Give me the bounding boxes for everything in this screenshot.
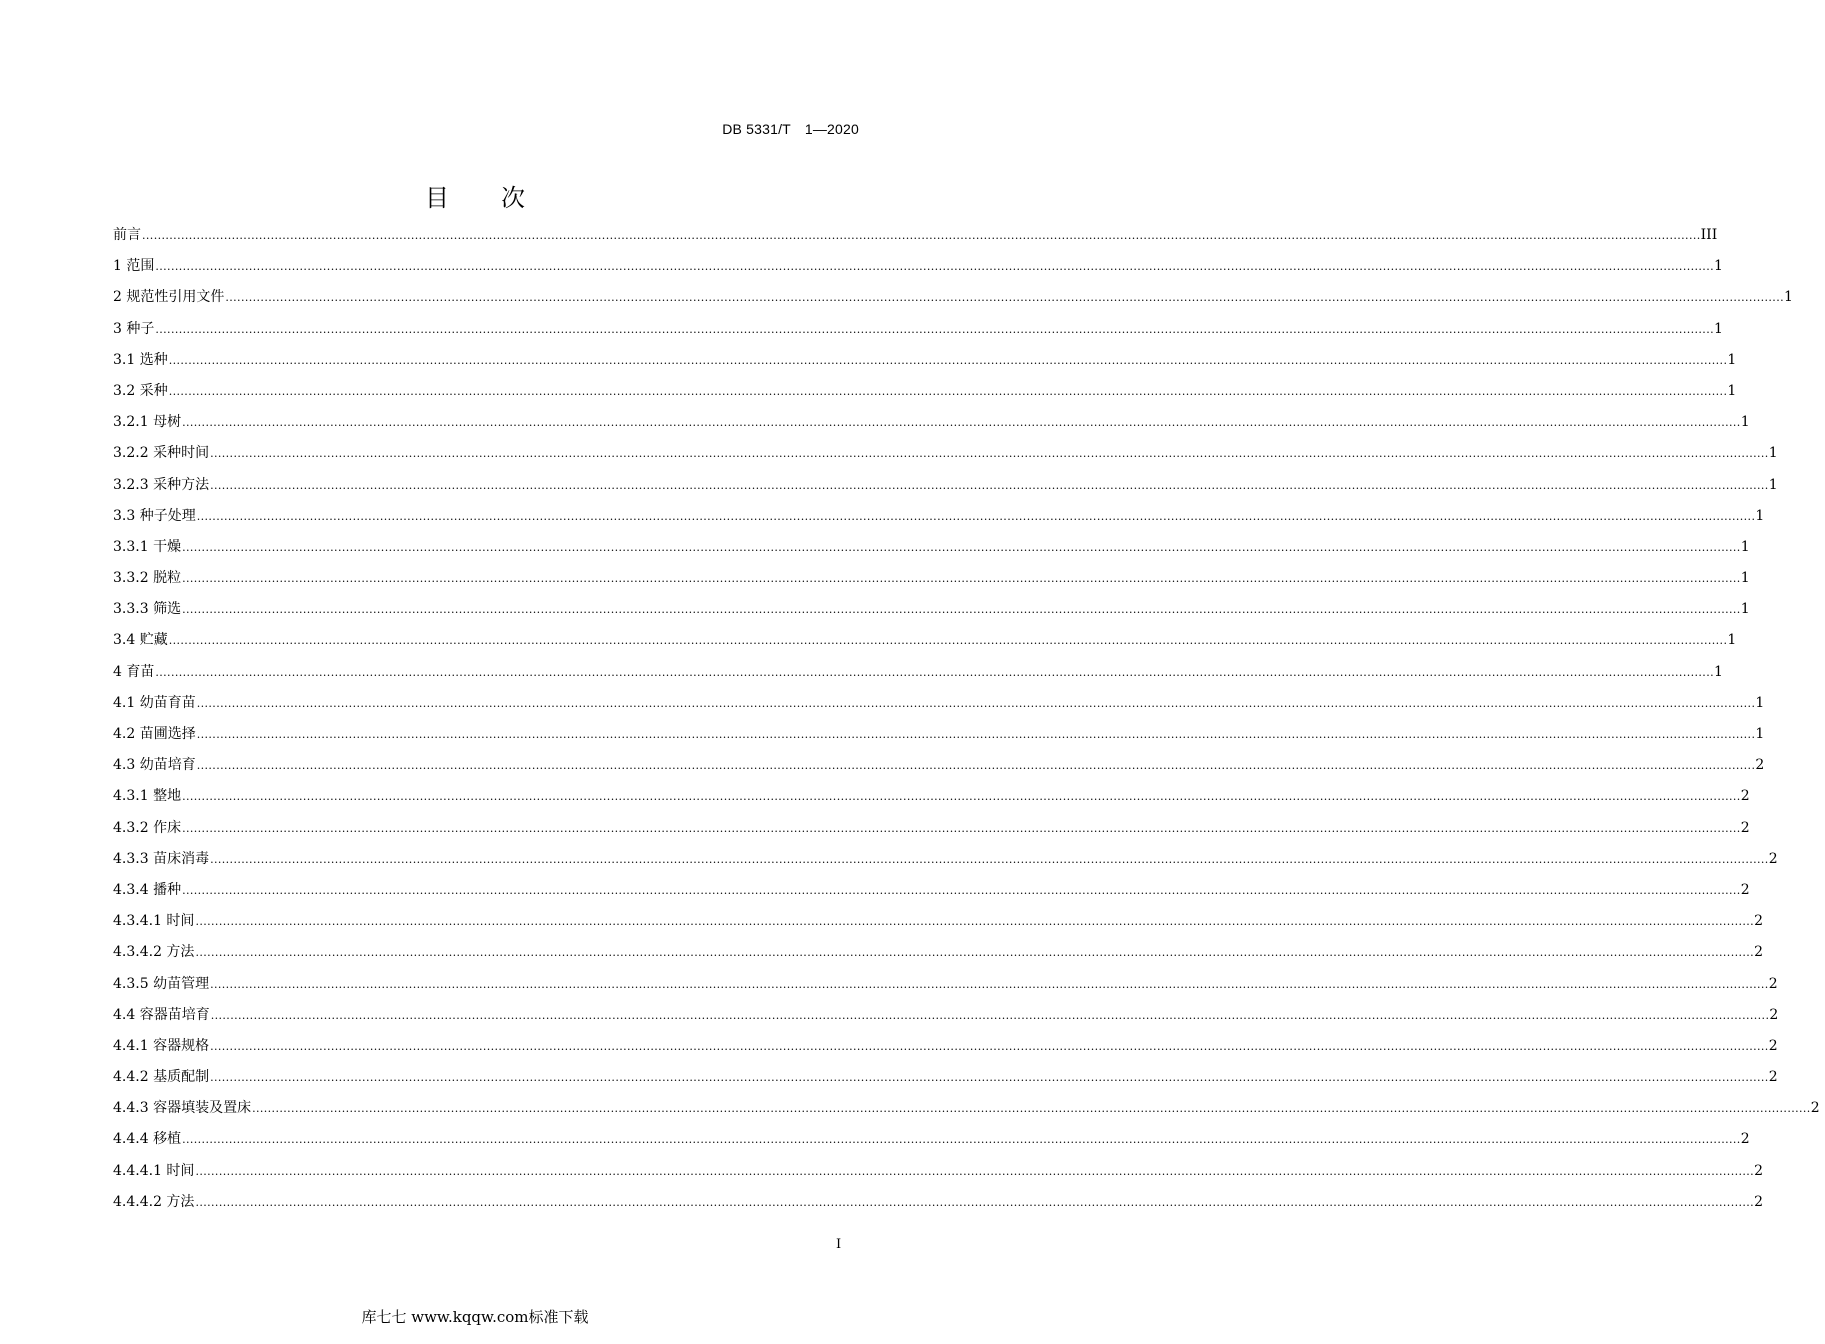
toc-entry[interactable] <box>113 1004 1779 1035</box>
toc-entry[interactable] <box>113 817 1750 848</box>
toc-entry[interactable] <box>113 442 1778 473</box>
toc-entry-page: 2 <box>1740 1131 1750 1148</box>
toc-dot-leader: ................................................................................................................................................................................................................................................................................................................................................................................................................ <box>142 229 1701 242</box>
toc-entry-label: 3.3.1 干燥 <box>113 538 182 555</box>
toc-title-part2: 次 <box>501 184 525 212</box>
toc-entry-label: 4.3.5 幼苗管理 <box>113 975 210 992</box>
toc-entry-label: 4.3.3 苗床消毒 <box>113 850 210 867</box>
toc-entry[interactable] <box>113 1160 1763 1191</box>
toc-dot-leader: ................................................................................................................................................................................................................................................................................................................................................................................................................ <box>210 478 1769 492</box>
toc-entry[interactable] <box>113 411 1750 442</box>
toc-dot-leader: ................................................................................................................................................................................................................................................................................................................................................................................................................ <box>196 509 1756 523</box>
toc-entry-page: 1 <box>1755 694 1765 711</box>
toc-entry-page: 1 <box>1768 476 1778 493</box>
toc-entry[interactable] <box>113 1066 1778 1097</box>
toc-entry-page: 2 <box>1810 1100 1820 1117</box>
toc-entry[interactable] <box>113 255 1723 286</box>
toc-dot-leader: ................................................................................................................................................................................................................................................................................................................................................................................................................ <box>210 447 1769 461</box>
toc-entry-page: 1 <box>1740 570 1750 587</box>
toc-entry[interactable] <box>113 286 1793 317</box>
toc-entry-label: 4.3.4.2 方法 <box>113 944 195 961</box>
toc-dot-leader: ................................................................................................................................................................................................................................................................................................................................................................................................................ <box>182 416 1741 430</box>
toc-entry[interactable] <box>113 910 1763 941</box>
toc-dot-leader: ................................................................................................................................................................................................................................................................................................................................................................................................................ <box>155 665 1714 679</box>
toc-dot-leader: ................................................................................................................................................................................................................................................................................................................................................................................................................ <box>195 946 1755 960</box>
toc-entry-label: 3.3.3 筛选 <box>113 601 182 618</box>
toc-entry[interactable] <box>113 661 1723 692</box>
toc-entry[interactable] <box>113 754 1765 785</box>
toc-entry[interactable] <box>113 1191 1763 1222</box>
toc-entry-label: 4.3.2 作床 <box>113 819 182 836</box>
toc-entry-page: 2 <box>1754 1193 1763 1210</box>
toc-entry[interactable] <box>113 598 1750 629</box>
toc-dot-leader: ................................................................................................................................................................................................................................................................................................................................................................................................................ <box>182 790 1741 804</box>
toc-entry[interactable] <box>113 349 1737 380</box>
toc-entry-page: 2 <box>1740 788 1750 805</box>
toc-entry-label: 4.3.1 整地 <box>113 788 182 805</box>
toc-dot-leader: ................................................................................................................................................................................................................................................................................................................................................................................................................ <box>182 540 1741 554</box>
toc-entry[interactable] <box>113 848 1778 879</box>
toc-entry-label: 4.3.4.1 时间 <box>113 913 195 930</box>
toc-entry-page: 2 <box>1740 881 1750 898</box>
toc-dot-leader: ................................................................................................................................................................................................................................................................................................................................................................................................................ <box>168 353 1728 367</box>
toc-entry-page: 1 <box>1714 663 1723 680</box>
toc-entry-page: 2 <box>1769 1006 1779 1023</box>
toc-entry-page: 2 <box>1768 975 1778 992</box>
toc-title-part1: 目 <box>425 184 449 212</box>
toc-entry[interactable] <box>113 474 1778 505</box>
toc-entry-label: 2 规范性引用文件 <box>113 289 225 306</box>
toc-entry-label: 4.3.4 播种 <box>113 881 182 898</box>
toc-entry-page: 1 <box>1727 632 1737 649</box>
toc-entry-label: 4 育苗 <box>113 663 155 680</box>
toc-entry-page: 1 <box>1768 445 1778 462</box>
toc-entry[interactable] <box>113 1097 1820 1128</box>
toc-title <box>0 178 950 213</box>
toc-dot-leader: ................................................................................................................................................................................................................................................................................................................................................................................................................ <box>182 821 1741 835</box>
toc-dot-leader: ................................................................................................................................................................................................................................................................................................................................................................................................................ <box>195 1164 1755 1178</box>
toc-entry-page: 1 <box>1784 289 1793 306</box>
toc-entry-label: 3.2.3 采种方法 <box>113 476 210 493</box>
toc-dot-leader: ................................................................................................................................................................................................................................................................................................................................................................................................................ <box>168 634 1728 648</box>
toc-entry-label: 前言 <box>113 227 141 243</box>
toc-entry-page: 1 <box>1755 507 1765 524</box>
toc-dot-leader: ................................................................................................................................................................................................................................................................................................................................................................................................................ <box>210 1039 1769 1053</box>
document-code: DB 5331/T 1—2020 <box>722 121 859 137</box>
toc-entry-page: 1 <box>1755 726 1765 742</box>
toc-entry[interactable] <box>113 536 1750 567</box>
toc-entry-label: 3.1 选种 <box>113 351 168 368</box>
toc-entry[interactable] <box>113 692 1765 723</box>
toc-dot-leader: ................................................................................................................................................................................................................................................................................................................................................................................................................ <box>196 696 1756 710</box>
toc-entry-label: 4.4 容器苗培育 <box>113 1006 210 1023</box>
toc-entry[interactable] <box>113 318 1723 349</box>
toc-entry-page: 2 <box>1768 850 1778 867</box>
toc-entry-page: 1 <box>1727 382 1737 399</box>
toc-dot-leader: ................................................................................................................................................................................................................................................................................................................................................................................................................ <box>210 1071 1769 1085</box>
toc-entry[interactable] <box>113 224 1718 255</box>
toc-entry-page: 2 <box>1755 757 1765 774</box>
toc-entry[interactable] <box>113 1128 1750 1159</box>
toc-dot-leader: ................................................................................................................................................................................................................................................................................................................................................................................................................ <box>155 260 1714 274</box>
toc-entry-page: 2 <box>1754 1162 1763 1179</box>
toc-entry[interactable] <box>113 629 1737 660</box>
toc-entry-label: 4.4.2 基质配制 <box>113 1069 210 1086</box>
toc-entry-label: 3.2.2 采种时间 <box>113 445 210 462</box>
toc-dot-leader: ................................................................................................................................................................................................................................................................................................................................................................................................................ <box>195 1195 1755 1209</box>
toc-dot-leader: ................................................................................................................................................................................................................................................................................................................................................................................................................ <box>225 291 1784 305</box>
toc-dot-leader: ................................................................................................................................................................................................................................................................................................................................................................................................................ <box>155 322 1714 336</box>
toc-dot-leader: ................................................................................................................................................................................................................................................................................................................................................................................................................ <box>210 977 1769 991</box>
toc-entry-page: 2 <box>1754 913 1763 930</box>
toc-entry-page: 2 <box>1740 819 1750 836</box>
toc-dot-leader: ................................................................................................................................................................................................................................................................................................................................................................................................................ <box>196 728 1756 741</box>
toc-entry-page: 2 <box>1768 1069 1778 1086</box>
toc-dot-leader: ................................................................................................................................................................................................................................................................................................................................................................................................................ <box>182 1133 1741 1147</box>
toc-dot-leader: ................................................................................................................................................................................................................................................................................................................................................................................................................ <box>195 915 1755 929</box>
toc-entry[interactable] <box>113 941 1763 972</box>
toc-entry-page: 2 <box>1754 944 1763 961</box>
page-number: I <box>836 1237 842 1252</box>
toc-entry-page: 1 <box>1740 414 1750 431</box>
toc-entry-page: III <box>1700 227 1718 243</box>
toc-entry[interactable] <box>113 505 1765 536</box>
toc-entry-label: 3.2 采种 <box>113 382 168 399</box>
toc-dot-leader: ................................................................................................................................................................................................................................................................................................................................................................................................................ <box>182 883 1741 897</box>
toc-entry-label: 4.4.1 容器规格 <box>113 1037 210 1054</box>
toc-entry[interactable] <box>113 785 1750 816</box>
toc-list <box>113 224 1820 1222</box>
toc-entry[interactable] <box>113 723 1765 754</box>
toc-entry-page: 1 <box>1740 538 1750 555</box>
toc-entry-page: 1 <box>1714 320 1723 337</box>
toc-entry-page: 1 <box>1740 601 1750 618</box>
toc-dot-leader: ................................................................................................................................................................................................................................................................................................................................................................................................................ <box>168 384 1728 398</box>
toc-dot-leader: ................................................................................................................................................................................................................................................................................................................................................................................................................ <box>210 852 1769 866</box>
toc-dot-leader: ................................................................................................................................................................................................................................................................................................................................................................................................................ <box>182 572 1741 586</box>
toc-dot-leader: ................................................................................................................................................................................................................................................................................................................................................................................................................ <box>252 1102 1811 1116</box>
toc-entry-label: 4.1 幼苗育苗 <box>113 694 196 711</box>
toc-entry[interactable] <box>113 879 1750 910</box>
toc-entry-label: 3.3 种子处理 <box>113 507 196 524</box>
toc-entry-label: 3.2.1 母树 <box>113 414 182 431</box>
toc-entry-label: 3.4 贮藏 <box>113 632 168 649</box>
toc-entry-label: 4.3 幼苗培育 <box>113 757 196 774</box>
toc-entry-label: 3 种子 <box>113 320 155 337</box>
toc-entry-label: 4.4.4 移植 <box>113 1131 182 1148</box>
toc-entry-page: 1 <box>1727 351 1737 368</box>
toc-entry-page: 2 <box>1768 1037 1778 1054</box>
toc-entry-label: 3.3.2 脱粒 <box>113 570 182 587</box>
toc-entry[interactable] <box>113 567 1750 598</box>
toc-entry[interactable] <box>113 973 1778 1004</box>
toc-entry-label: 4.4.4.1 时间 <box>113 1162 195 1179</box>
toc-entry-label: 1 范围 <box>113 258 155 275</box>
toc-entry-label: 4.4.3 容器填装及置床 <box>113 1100 252 1117</box>
toc-dot-leader: ................................................................................................................................................................................................................................................................................................................................................................................................................ <box>210 1008 1770 1022</box>
toc-dot-leader: ................................................................................................................................................................................................................................................................................................................................................................................................................ <box>182 603 1741 617</box>
toc-entry[interactable] <box>113 380 1737 411</box>
toc-dot-leader: ................................................................................................................................................................................................................................................................................................................................................................................................................ <box>196 759 1756 773</box>
footer-site-text: 库七七 www.kqqw.com标准下载 <box>361 1308 589 1326</box>
toc-entry[interactable] <box>113 1035 1778 1066</box>
toc-entry-label: 4.2 苗圃选择 <box>113 726 196 742</box>
toc-entry-label: 4.4.4.2 方法 <box>113 1193 195 1210</box>
toc-entry-page: 1 <box>1714 258 1723 275</box>
